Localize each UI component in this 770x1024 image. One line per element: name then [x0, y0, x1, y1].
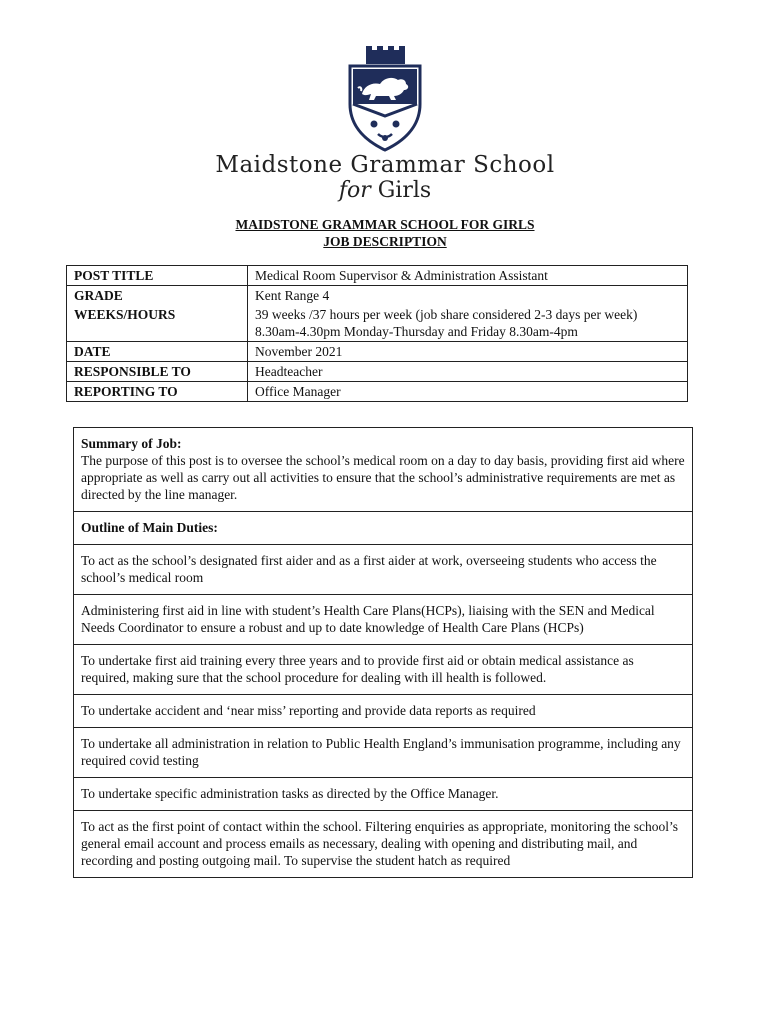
- duty-row: [74, 645, 693, 695]
- info-row-date: [67, 342, 688, 362]
- info-row-reporting-to: [67, 382, 688, 402]
- info-value: Kent Range 4: [255, 288, 330, 303]
- school-crest-logo: [344, 42, 426, 152]
- document-title: MAIDSTONE GRAMMAR SCHOOL FOR GIRLS: [235, 217, 535, 232]
- school-name-line2: [0, 178, 770, 203]
- duty-row: [74, 811, 693, 878]
- duty-item: To act as the school’s designated first aider and as a first aider at work, overseeing students who access the school’s medical room: [74, 545, 693, 595]
- duty-row: [74, 778, 693, 811]
- summary-text: The purpose of this post is to oversee the school’s medical room on a day to day basis, providing first aid where appropriate as well as carry out all activities to ensure that the school’s administrative requirements are met as directed by the line manager.: [81, 453, 685, 502]
- summary-heading: Summary of Job:: [81, 436, 182, 451]
- info-row-post-title: [67, 266, 688, 286]
- info-value: Office Manager: [255, 384, 341, 399]
- info-value: Medical Room Supervisor & Administration Assistant: [248, 266, 688, 286]
- duty-item: To undertake first aid training every three years and to provide first aid or obtain medical assistance as required, making sure that the school procedure for dealing with ill health is followed.: [74, 645, 693, 695]
- job-info-table: [66, 265, 688, 402]
- duties-heading-row: [74, 512, 693, 545]
- info-label: DATE: [67, 342, 248, 362]
- info-value: Headteacher: [248, 362, 688, 382]
- summary-row: [74, 428, 693, 512]
- document-subtitle: JOB DESCRIPTION: [323, 234, 447, 249]
- duty-item: To undertake all administration in relation to Public Health England’s immunisation programme, including any required covid testing: [74, 728, 693, 778]
- duty-item: Administering first aid in line with student’s Health Care Plans(HCPs), liaising with the SEN and Medical Needs Coordinator to ensure a robust and up to date knowledge of Health Care Plans (HCPs): [74, 595, 693, 645]
- info-row-weeks-hours: [67, 305, 688, 342]
- duty-row: [74, 695, 693, 728]
- duty-item: To undertake specific administration tasks as directed by the Office Manager.: [74, 778, 693, 811]
- info-label: WEEKS/HOURS: [67, 305, 248, 342]
- duty-item: To act as the first point of contact within the school. Filtering enquiries as appropriate, monitoring the school’s general email account and process emails as necessary, dealing with opening and distributing mail, and recording and posting outgoing mail. To supervise the student hatch as required: [74, 811, 693, 878]
- duty-item: To undertake accident and ‘near miss’ reporting and provide data reports as required: [74, 695, 693, 728]
- info-label: GRADE: [67, 286, 248, 306]
- info-row-responsible-to: [67, 362, 688, 382]
- duties-heading: Outline of Main Duties:: [74, 512, 693, 545]
- info-label: POST TITLE: [67, 266, 248, 286]
- info-value: November 2021: [248, 342, 688, 362]
- school-name-for: for: [338, 178, 371, 203]
- info-label: RESPONSIBLE TO: [67, 362, 248, 382]
- duties-table: [73, 427, 693, 878]
- duty-row: [74, 545, 693, 595]
- school-name-line1: Maidstone Grammar School: [215, 152, 555, 178]
- school-name-girls: Girls: [370, 178, 432, 203]
- info-row-grade: [67, 286, 688, 306]
- summary-cell: [74, 428, 693, 512]
- info-value: 39 weeks /37 hours per week (job share considered 2-3 days per week) 8.30am-4.30pm Monday-Thursday and Friday 8.30am-4pm: [248, 305, 688, 342]
- duty-row: [74, 728, 693, 778]
- duty-row: [74, 595, 693, 645]
- info-label: REPORTING TO: [67, 382, 248, 402]
